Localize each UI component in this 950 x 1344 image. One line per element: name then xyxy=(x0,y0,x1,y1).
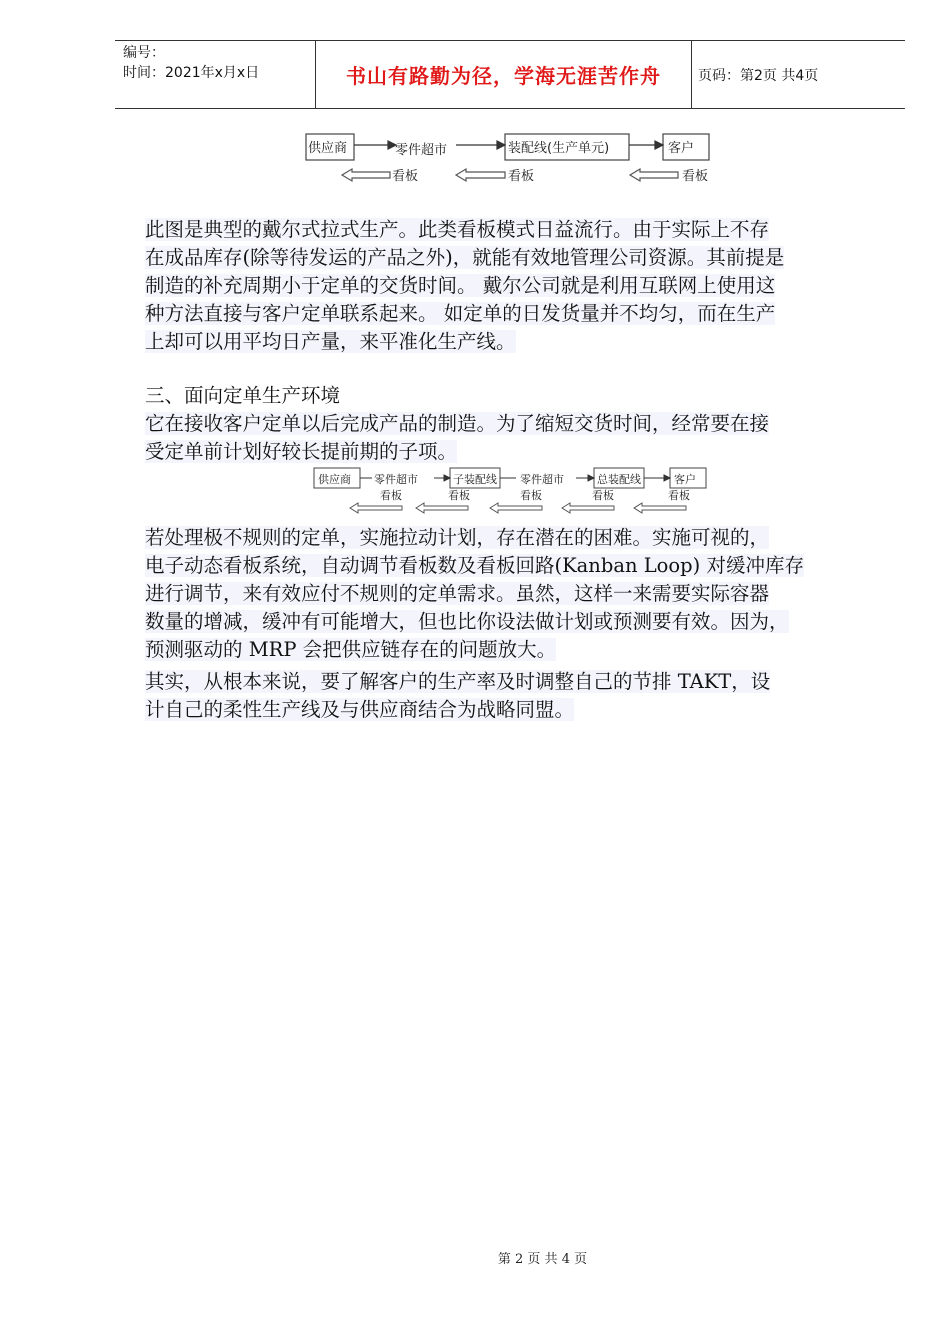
time-label: 时间：2021年x月x日 xyxy=(123,65,260,81)
paragraph1-line: 制造的补充周期小于定单的交货时间。 戴尔公司就是利用互联网上使用这 xyxy=(145,274,776,297)
paragraph1-line: 此图是典型的戴尔式拉式生产。此类看板模式日益流行。由于实际上不存 xyxy=(145,218,770,241)
paragraph1-line: 在成品库存(除等待发运的产品之外)，就能有效地管理公司资源。其前提是 xyxy=(145,246,785,269)
diagram2-node-supplier: 供应商 xyxy=(318,473,351,486)
diagram1-node-assembly: 装配线(生产单元) xyxy=(508,141,610,156)
paragraph-dell-pull xyxy=(145,216,885,356)
kanban-flow-diagram-2 xyxy=(310,464,715,516)
page-footer xyxy=(0,1248,950,1267)
paragraph2-line: 进行调节，来有效应付不规则的定单需求。虽然，这样一来需要实际容器 xyxy=(145,582,770,605)
diagram2-kanban-1: 看板 xyxy=(380,489,402,502)
diagram2-kanban-2: 看板 xyxy=(448,489,470,502)
footer-page-number: 第 2 页 共 4 页 xyxy=(497,1252,588,1267)
diagram2-kanban-5: 看板 xyxy=(668,489,690,502)
section3-line: 它在接收客户定单以后完成产品的制造。为了缩短交货时间，经常要在接 xyxy=(145,412,770,435)
diagram2-node-customer: 客户 xyxy=(674,473,696,486)
diagram2-node-subassembly: 子装配线 xyxy=(453,473,497,486)
paragraph-conclusion xyxy=(145,668,885,724)
diagram1-kanban-1: 看板 xyxy=(392,169,419,184)
diagram2-kanban-4: 看板 xyxy=(592,489,614,502)
paragraph1-line: 种方法直接与客户定单联系起来。 如定单的日发货量并不均匀，而在生产 xyxy=(145,302,776,325)
kanban-flow-diagram-1 xyxy=(300,128,720,188)
diagram2-node-market-2: 零件超市 xyxy=(520,473,564,486)
header-meta xyxy=(115,41,315,108)
diagram2-node-final-assembly: 总装配线 xyxy=(597,473,641,486)
id-label: 编号： xyxy=(123,45,165,61)
paragraph2-line: 电子动态看板系统，自动调节看板数及看板回路(Kanban Loop) 对缓冲库存 xyxy=(145,554,804,577)
paragraph2-line: 数量的增减，缓冲有可能增大，但也比你设法做计划或预测要有效。因为， xyxy=(145,610,789,633)
paragraph3-line: 其实，从根本来说，要了解客户的生产率及时调整自己的节排 TAKT，设 xyxy=(145,670,771,693)
paragraph2-line: 若处理极不规则的定单，实施拉动计划，存在潜在的困难。实施可视的， xyxy=(145,526,770,549)
paragraph1-line: 上却可以用平均日产量，来平准化生产线。 xyxy=(145,330,516,353)
paragraph2-line: 预测驱动的 MRP 会把供应链存在的问题放大。 xyxy=(145,638,557,661)
section-heading: 三、面向定单生产环境 xyxy=(145,384,341,407)
header-page-label: 页码：第2页 共4页 xyxy=(698,67,819,84)
paragraph3-line: 计自己的柔性生产线及与供应商结合为战略同盟。 xyxy=(145,698,575,721)
diagram2-node-market-1: 零件超市 xyxy=(374,473,418,486)
section3-line: 受定单前计划好较长提前期的子项。 xyxy=(145,440,458,463)
diagram1-node-supplier: 供应商 xyxy=(308,141,348,156)
section-3 xyxy=(145,382,885,466)
page-header xyxy=(115,40,905,109)
diagram1-kanban-2: 看板 xyxy=(508,169,535,184)
header-motto: 书山有路勤为径，学海无涯苦作舟 xyxy=(315,41,692,108)
diagram1-node-market: 零件超市 xyxy=(395,143,448,158)
diagram2-kanban-3: 看板 xyxy=(520,489,542,502)
paragraph-irregular-orders xyxy=(145,524,885,664)
diagram1-node-customer: 客户 xyxy=(668,141,695,156)
diagram1-kanban-3: 看板 xyxy=(682,169,709,184)
